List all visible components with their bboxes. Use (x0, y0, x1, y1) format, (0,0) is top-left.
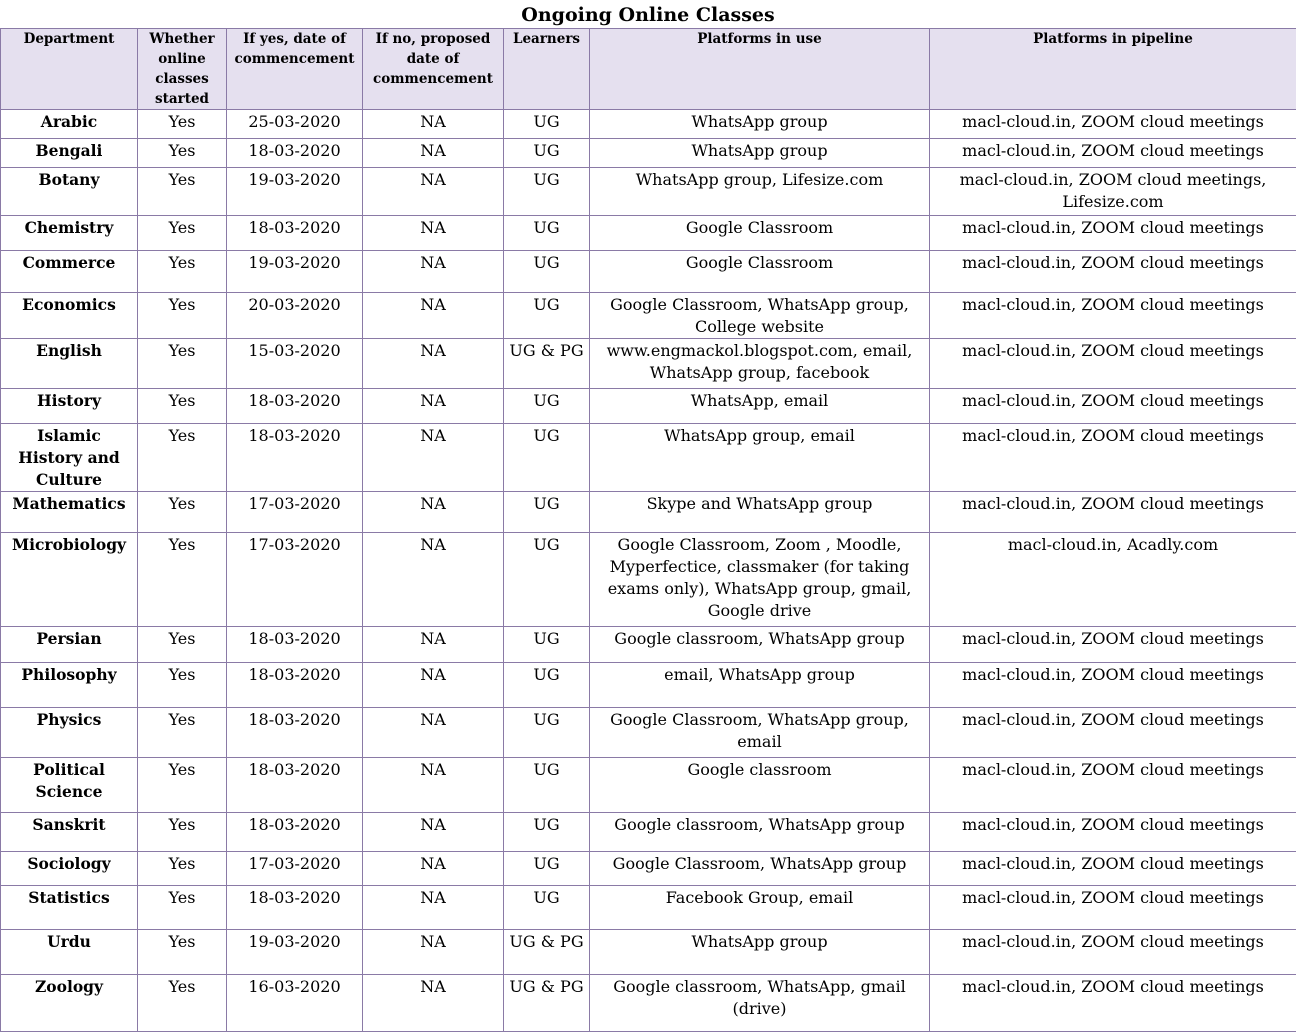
pipeline-cell: macl-cloud.in, ZOOM cloud meetings (930, 389, 1296, 424)
date-cell: 17-03-2020 (227, 492, 363, 533)
department-cell: Political Science (1, 758, 138, 813)
department-cell: Islamic History and Culture (1, 424, 138, 492)
department-cell: Philosophy (1, 663, 138, 708)
date-cell: 18-03-2020 (227, 813, 363, 852)
table-row (1, 168, 1296, 216)
table-row (1, 389, 1296, 424)
pipeline-cell: macl-cloud.in, ZOOM cloud meetings (930, 758, 1296, 813)
platforms-cell: Google Classroom, WhatsApp group (590, 852, 930, 886)
platforms-cell: Google classroom, WhatsApp group (590, 813, 930, 852)
date-cell: 18-03-2020 (227, 708, 363, 758)
department-cell: Mathematics (1, 492, 138, 533)
pipeline-cell: macl-cloud.in, ZOOM cloud meetings (930, 424, 1296, 492)
learners-cell: UG (504, 758, 590, 813)
table-row (1, 663, 1296, 708)
platforms-cell: WhatsApp group (590, 930, 930, 975)
proposed-date-cell: NA (363, 168, 504, 216)
platforms-cell: Google Classroom, Zoom , Moodle, Myperfectice, classmaker (for taking exams only), WhatsApp group, gmail, Google drive (590, 533, 930, 627)
learners-cell: UG (504, 216, 590, 251)
platforms-cell: WhatsApp group, email (590, 424, 930, 492)
platforms-cell: Google Classroom (590, 216, 930, 251)
department-cell: Economics (1, 293, 138, 339)
table-row (1, 139, 1296, 168)
started-cell: Yes (138, 708, 227, 758)
learners-cell: UG (504, 492, 590, 533)
department-cell: Arabic (1, 110, 138, 139)
platforms-cell: WhatsApp group (590, 110, 930, 139)
table-row (1, 216, 1296, 251)
proposed-date-cell: NA (363, 886, 504, 930)
learners-cell: UG (504, 533, 590, 627)
date-cell: 25-03-2020 (227, 110, 363, 139)
started-cell: Yes (138, 216, 227, 251)
pipeline-cell: macl-cloud.in, ZOOM cloud meetings (930, 708, 1296, 758)
column-header-proposed: If no, proposed date of commencement (363, 29, 504, 110)
platforms-cell: WhatsApp group, Lifesize.com (590, 168, 930, 216)
date-cell: 17-03-2020 (227, 852, 363, 886)
department-cell: Chemistry (1, 216, 138, 251)
proposed-date-cell: NA (363, 139, 504, 168)
started-cell: Yes (138, 424, 227, 492)
learners-cell: UG (504, 424, 590, 492)
learners-cell: UG & PG (504, 339, 590, 389)
proposed-date-cell: NA (363, 975, 504, 1032)
learners-cell: UG (504, 663, 590, 708)
learners-cell: UG (504, 110, 590, 139)
pipeline-cell: macl-cloud.in, ZOOM cloud meetings (930, 852, 1296, 886)
started-cell: Yes (138, 886, 227, 930)
started-cell: Yes (138, 852, 227, 886)
proposed-date-cell: NA (363, 852, 504, 886)
started-cell: Yes (138, 663, 227, 708)
column-header-department: Department (1, 29, 138, 110)
date-cell: 19-03-2020 (227, 251, 363, 293)
column-header-learners: Learners (504, 29, 590, 110)
platforms-cell: Google classroom, WhatsApp, gmail (drive) (590, 975, 930, 1032)
proposed-date-cell: NA (363, 339, 504, 389)
department-cell: Statistics (1, 886, 138, 930)
pipeline-cell: macl-cloud.in, ZOOM cloud meetings (930, 139, 1296, 168)
pipeline-cell: macl-cloud.in, ZOOM cloud meetings (930, 663, 1296, 708)
pipeline-cell: macl-cloud.in, Acadly.com (930, 533, 1296, 627)
department-cell: Persian (1, 627, 138, 663)
department-cell: History (1, 389, 138, 424)
started-cell: Yes (138, 930, 227, 975)
date-cell: 18-03-2020 (227, 663, 363, 708)
learners-cell: UG (504, 886, 590, 930)
date-cell: 18-03-2020 (227, 389, 363, 424)
date-cell: 19-03-2020 (227, 930, 363, 975)
pipeline-cell: macl-cloud.in, ZOOM cloud meetings (930, 886, 1296, 930)
column-header-pipeline: Platforms in pipeline (930, 29, 1296, 110)
platforms-cell: Google Classroom, WhatsApp group, College website (590, 293, 930, 339)
proposed-date-cell: NA (363, 533, 504, 627)
proposed-date-cell: NA (363, 293, 504, 339)
table-row (1, 930, 1296, 975)
platforms-cell: email, WhatsApp group (590, 663, 930, 708)
proposed-date-cell: NA (363, 389, 504, 424)
table-row (1, 492, 1296, 533)
platforms-cell: Google Classroom, WhatsApp group, email (590, 708, 930, 758)
department-cell: Zoology (1, 975, 138, 1032)
department-cell: Botany (1, 168, 138, 216)
table-row (1, 339, 1296, 389)
department-cell: Microbiology (1, 533, 138, 627)
started-cell: Yes (138, 168, 227, 216)
learners-cell: UG (504, 627, 590, 663)
pipeline-cell: macl-cloud.in, ZOOM cloud meetings (930, 627, 1296, 663)
pipeline-cell: macl-cloud.in, ZOOM cloud meetings (930, 110, 1296, 139)
proposed-date-cell: NA (363, 424, 504, 492)
date-cell: 16-03-2020 (227, 975, 363, 1032)
pipeline-cell: macl-cloud.in, ZOOM cloud meetings (930, 251, 1296, 293)
started-cell: Yes (138, 975, 227, 1032)
column-header-started: Whether online classes started (138, 29, 227, 110)
started-cell: Yes (138, 389, 227, 424)
page-title: Ongoing Online Classes (0, 0, 1296, 28)
learners-cell: UG & PG (504, 930, 590, 975)
department-cell: Sociology (1, 852, 138, 886)
date-cell: 18-03-2020 (227, 886, 363, 930)
started-cell: Yes (138, 293, 227, 339)
date-cell: 20-03-2020 (227, 293, 363, 339)
table-row (1, 293, 1296, 339)
pipeline-cell: macl-cloud.in, ZOOM cloud meetings (930, 930, 1296, 975)
department-cell: Urdu (1, 930, 138, 975)
learners-cell: UG (504, 139, 590, 168)
pipeline-cell: macl-cloud.in, ZOOM cloud meetings (930, 492, 1296, 533)
started-cell: Yes (138, 251, 227, 293)
learners-cell: UG (504, 251, 590, 293)
table-row (1, 251, 1296, 293)
department-cell: Commerce (1, 251, 138, 293)
table-row (1, 975, 1296, 1032)
date-cell: 18-03-2020 (227, 627, 363, 663)
platforms-cell: Google classroom, WhatsApp group (590, 627, 930, 663)
table-row (1, 708, 1296, 758)
started-cell: Yes (138, 533, 227, 627)
date-cell: 17-03-2020 (227, 533, 363, 627)
proposed-date-cell: NA (363, 251, 504, 293)
table-row (1, 627, 1296, 663)
date-cell: 19-03-2020 (227, 168, 363, 216)
started-cell: Yes (138, 492, 227, 533)
started-cell: Yes (138, 758, 227, 813)
pipeline-cell: macl-cloud.in, ZOOM cloud meetings (930, 339, 1296, 389)
started-cell: Yes (138, 339, 227, 389)
date-cell: 18-03-2020 (227, 424, 363, 492)
proposed-date-cell: NA (363, 216, 504, 251)
started-cell: Yes (138, 139, 227, 168)
proposed-date-cell: NA (363, 492, 504, 533)
proposed-date-cell: NA (363, 930, 504, 975)
pipeline-cell: macl-cloud.in, ZOOM cloud meetings, Lifesize.com (930, 168, 1296, 216)
learners-cell: UG (504, 813, 590, 852)
table-row (1, 886, 1296, 930)
started-cell: Yes (138, 110, 227, 139)
learners-cell: UG (504, 708, 590, 758)
online-classes-table (0, 28, 1296, 1032)
pipeline-cell: macl-cloud.in, ZOOM cloud meetings (930, 813, 1296, 852)
column-header-date: If yes, date of commencement (227, 29, 363, 110)
date-cell: 18-03-2020 (227, 216, 363, 251)
header-row (1, 29, 1296, 110)
proposed-date-cell: NA (363, 813, 504, 852)
learners-cell: UG & PG (504, 975, 590, 1032)
column-header-platforms: Platforms in use (590, 29, 930, 110)
started-cell: Yes (138, 813, 227, 852)
platforms-cell: WhatsApp, email (590, 389, 930, 424)
department-cell: English (1, 339, 138, 389)
proposed-date-cell: NA (363, 627, 504, 663)
learners-cell: UG (504, 389, 590, 424)
started-cell: Yes (138, 627, 227, 663)
proposed-date-cell: NA (363, 663, 504, 708)
date-cell: 18-03-2020 (227, 139, 363, 168)
date-cell: 15-03-2020 (227, 339, 363, 389)
table-row (1, 813, 1296, 852)
pipeline-cell: macl-cloud.in, ZOOM cloud meetings (930, 293, 1296, 339)
pipeline-cell: macl-cloud.in, ZOOM cloud meetings (930, 216, 1296, 251)
platforms-cell: Skype and WhatsApp group (590, 492, 930, 533)
platforms-cell: Google classroom (590, 758, 930, 813)
department-cell: Bengali (1, 139, 138, 168)
department-cell: Physics (1, 708, 138, 758)
proposed-date-cell: NA (363, 708, 504, 758)
table-row (1, 758, 1296, 813)
learners-cell: UG (504, 852, 590, 886)
platforms-cell: Google Classroom (590, 251, 930, 293)
table-row (1, 424, 1296, 492)
learners-cell: UG (504, 293, 590, 339)
pipeline-cell: macl-cloud.in, ZOOM cloud meetings (930, 975, 1296, 1032)
department-cell: Sanskrit (1, 813, 138, 852)
table-row (1, 110, 1296, 139)
platforms-cell: Facebook Group, email (590, 886, 930, 930)
learners-cell: UG (504, 168, 590, 216)
table-row (1, 533, 1296, 627)
date-cell: 18-03-2020 (227, 758, 363, 813)
platforms-cell: WhatsApp group (590, 139, 930, 168)
proposed-date-cell: NA (363, 758, 504, 813)
proposed-date-cell: NA (363, 110, 504, 139)
table-row (1, 852, 1296, 886)
platforms-cell: www.engmackol.blogspot.com, email, WhatsApp group, facebook (590, 339, 930, 389)
